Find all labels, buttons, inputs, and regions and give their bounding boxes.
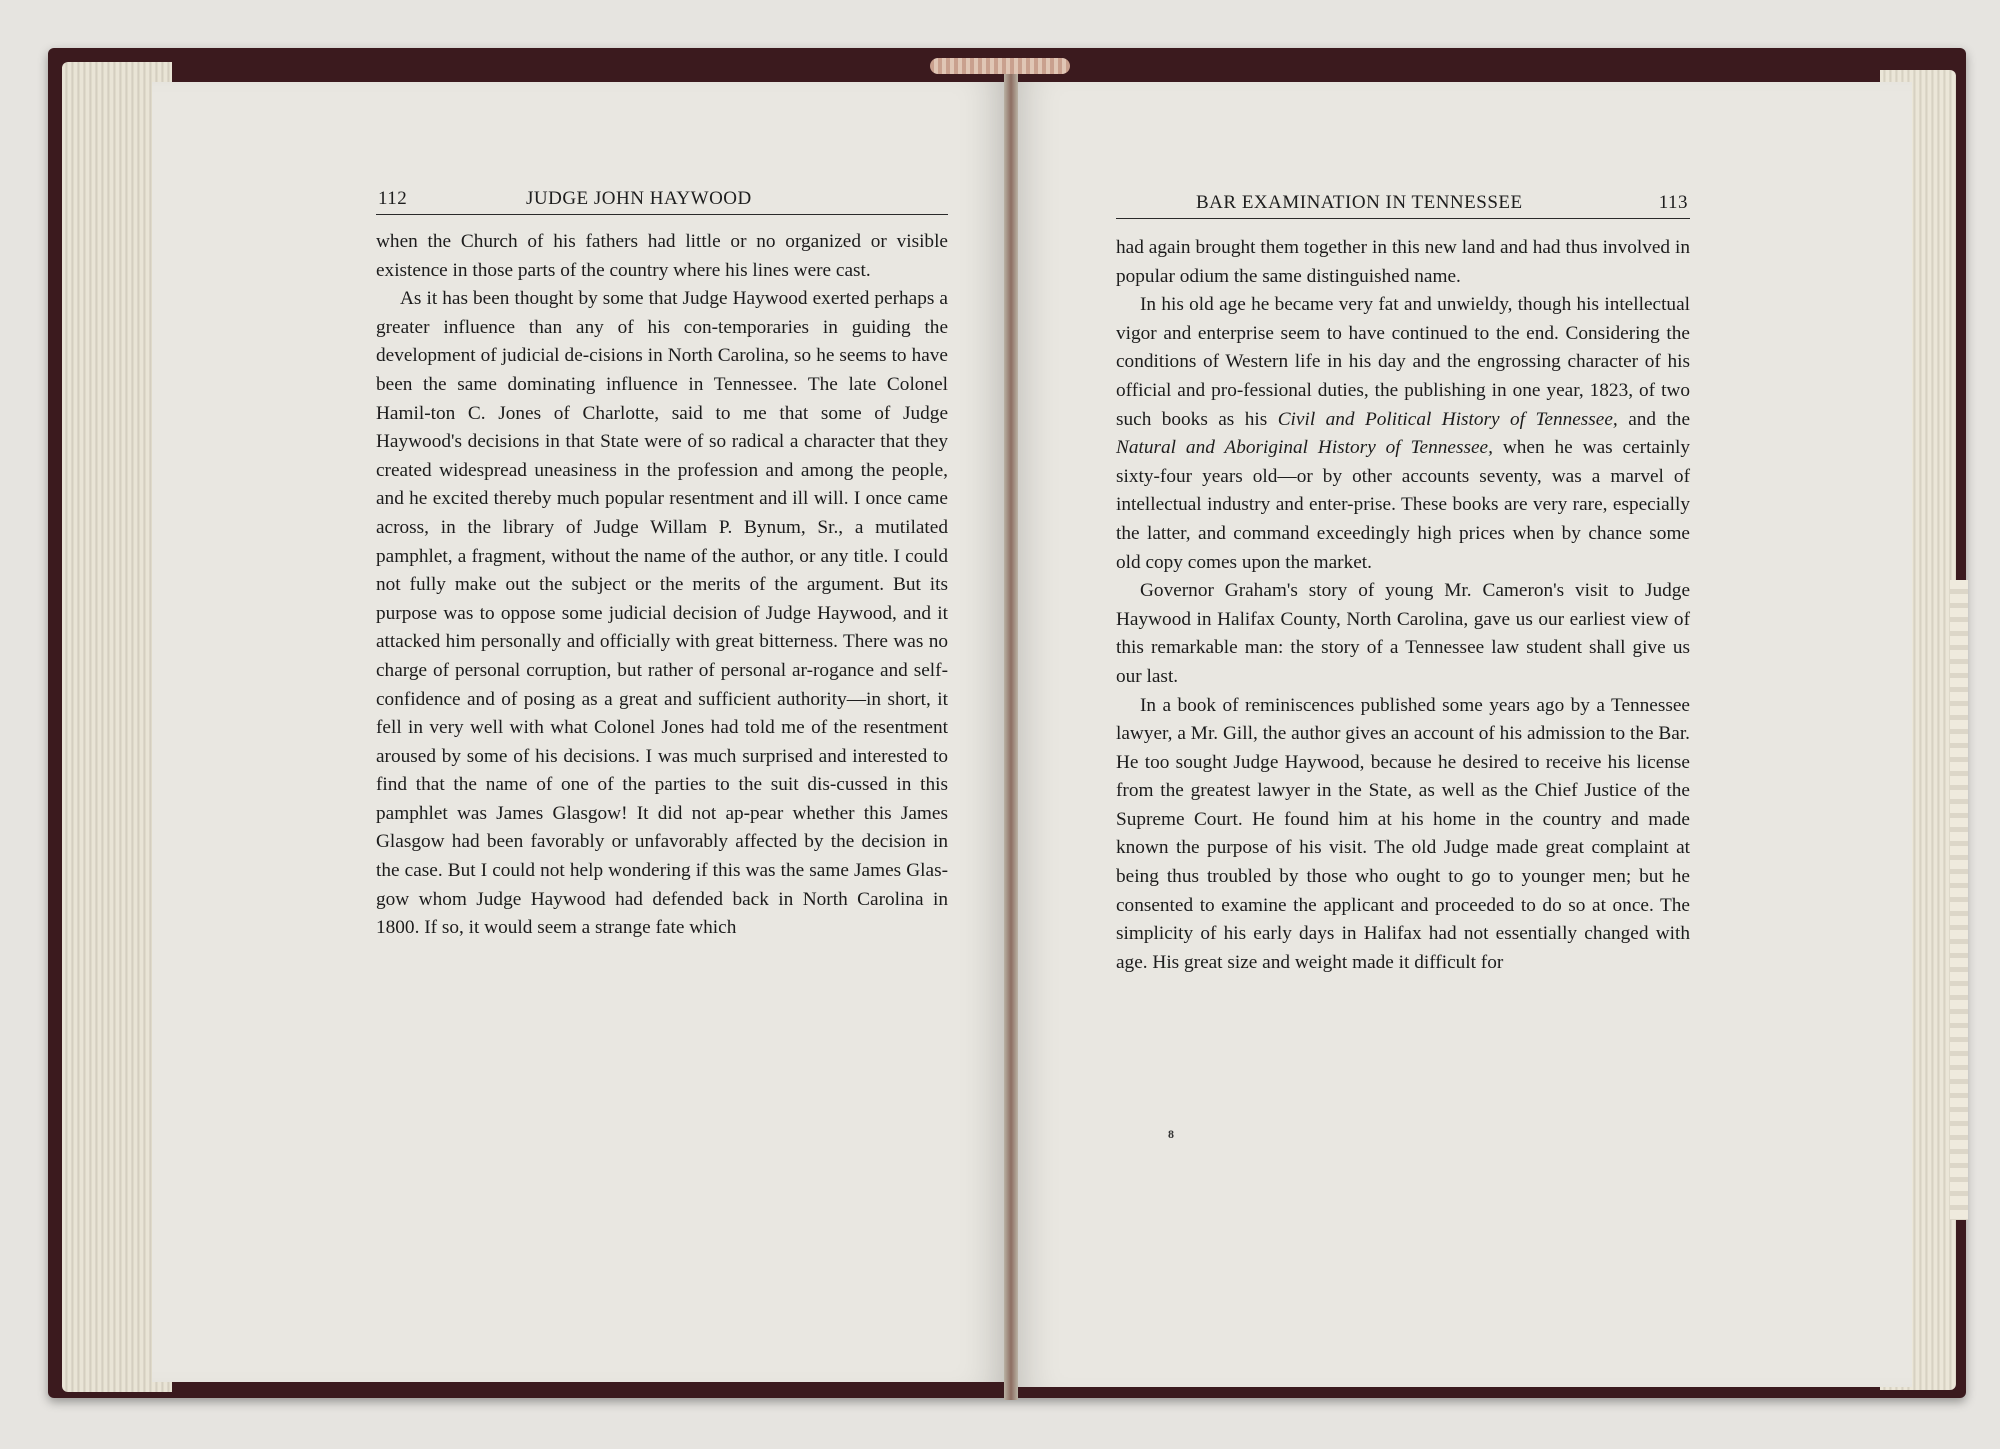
book-gutter bbox=[1004, 60, 1018, 1400]
paragraph-text: when he was certainly sixty-four years old—or by other accounts seventy, was a marvel of intellectual industry and enter-prise. These books are very rare, especially the latter, and command exceedingly high prices when by chance some old copy comes upon the market. bbox=[1116, 437, 1690, 573]
book-title-italic: Natural and Aboriginal History of Tennessee, bbox=[1116, 437, 1493, 459]
right-page-number: 113 bbox=[1658, 192, 1688, 213]
right-running-title: BAR EXAMINATION IN TENNESSEE bbox=[1196, 192, 1523, 213]
paragraph: Governor Graham's story of young Mr. Cameron's visit to Judge Haywood in Halifax County, North Carolina, gave us our earliest view of this remarkable man: the story of a Tennessee law student shall give us our last. bbox=[1116, 580, 1690, 687]
book-title-italic: Civil and Political History of Tennessee, bbox=[1277, 408, 1618, 430]
right-running-head bbox=[1116, 192, 1690, 219]
paragraph-text: In his old age he became very fat and unwieldy, though his intellectual vigor and enterprise seem to have continued to the end. Considering the conditions of Western life in his day and the engrossing character of his official and pro-fessional duties, the publishing in one year, 1823, of two such books as his bbox=[1116, 294, 1690, 430]
paragraph: when the Church of his fathers had little or no organized or visible existence in those parts of the country where his lines were cast. bbox=[376, 231, 948, 281]
left-running-head bbox=[376, 188, 948, 215]
left-running-title: JUDGE JOHN HAYWOOD bbox=[526, 188, 752, 209]
paragraph: As it has been thought by some that Judge Haywood exerted perhaps a greater influence than any of his con-temporaries in guiding the development of judicial de-cisions in North Carolina, so he seems to have been the same dominating influence in Tennessee. The late Colonel Hamil-ton C. Jones of Charlotte, said to me that some of Judge Haywood's decisions in that State were of so radical a character that they created widespread uneasiness in the profession and among the people, and he excited thereby much popular resentment and ill will. I once came across, in the library of Judge Willam P. Bynum, Sr., a mutilated pamphlet, a fragment, without the name of the author, or any title. I could not fully make out the subject or the merits of the argument. But its purpose was to oppose some judicial decision of Judge Haywood, and it attacked him personally and officially with great bitterness. There was no charge of personal corruption, but rather of personal ar-rogance and self-confidence and of posing as a great and sufficient authority—in short, it fell in very well with what Colonel Jones had told me of the resentment aroused by some of his decisions. I was much surprised and interested to find that the name of one of the parties to the suit dis-cussed in this pamphlet was James Glasgow! It did not ap-pear whether this James Glasgow had been favorably or unfavorably affected by the decision in the case. But I could not help wondering if this was the same James Glas-gow whom Judge Haywood had defended back in North Carolina in 1800. If so, it would seem a strange fate which bbox=[376, 288, 948, 939]
signature-mark: 8 bbox=[1168, 1127, 1174, 1141]
deckle-edge bbox=[1950, 580, 1968, 1220]
headband bbox=[930, 58, 1070, 74]
paragraph-text: and the bbox=[1628, 408, 1691, 430]
left-page-number: 112 bbox=[378, 188, 408, 209]
right-body-text bbox=[1116, 234, 1690, 977]
left-body-text bbox=[376, 228, 948, 943]
paragraph: In a book of reminiscences published some years ago by a Tennessee lawyer, a Mr. Gill, the author gives an account of his admission to the Bar. He too sought Judge Haywood, because he desired to receive his license from the greatest lawyer in the State, as well as the Chief Justice of the Supreme Court. He found him at his home in the country and made known the purpose of his visit. The old Judge made great complaint at being thus troubled by those who ought to go to younger men; but he consented to examine the applicant and proceeded to do so at once. The simplicity of his early days in Halifax had not essentially changed with age. His great size and weight made it difficult for bbox=[1116, 694, 1690, 973]
paragraph: had again brought them together in this new land and had thus involved in popular odium the same distinguished name. bbox=[1116, 237, 1690, 287]
paragraph bbox=[1116, 291, 1690, 577]
